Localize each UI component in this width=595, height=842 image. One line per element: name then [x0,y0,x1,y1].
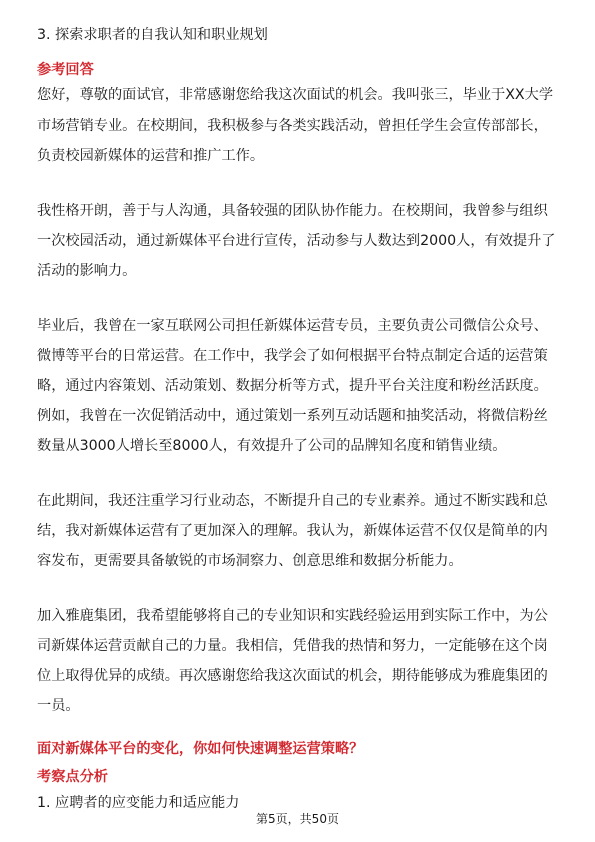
paragraph-line: 位上取得优异的成绩。再次感谢您给我这次面试的机会，期待能够成为雅鹿集团的 [37,668,548,684]
paragraph-line: 结，我对新媒体运营有了更加深入的理解。我认为，新媒体运营不仅仅是简单的内 [37,523,548,539]
answer-label: 参考回答 [37,62,94,78]
paragraph-line: 微博等平台的日常运营。在工作中，我学会了如何根据平台特点制定合适的运营策 [37,348,548,364]
paragraph-line: 例如，我曾在一次促销活动中，通过策划一系列互动话题和抽奖活动，将微信粉丝 [37,408,548,424]
paragraph-line: 加入雅鹿集团，我希望能够将自己的专业知识和实践经验运用到实际工作中，为公 [37,608,548,624]
page-footer: 第5页，共50页 [256,812,339,826]
paragraph-line: 在此期间，我还注重学习行业动态，不断提升自己的专业素养。通过不断实践和总 [37,493,548,509]
question-title: 面对新媒体平台的变化，你如何快速调整运营策略？ [37,741,364,757]
paragraph-line: 您好，尊敬的面试官，非常感谢您给我这次面试的机会。我叫张三，毕业于XX大学 [37,87,554,103]
paragraph-line: 市场营销专业。在校期间，我积极参与各类实践活动，曾担任学生会宣传部部长， [37,118,548,134]
paragraph-line: 容发布，更需要具备敏锐的市场洞察力、创意思维和数据分析能力。 [37,553,463,569]
paragraph-line: 数量从3000人增长至8000人，有效提升了公司的品牌知名度和销售业绩。 [37,438,507,454]
paragraph-line: 负责校园新媒体的运营和推广工作。 [37,148,265,164]
section-heading: 3. 探索求职者的自我认知和职业规划 [37,27,268,43]
paragraph-line: 一次校园活动，通过新媒体平台进行宣传，活动参与人数达到2000人，有效提升了 [37,233,556,249]
analysis-point: 1. 应聘者的应变能力和适应能力 [37,795,240,811]
analysis-label: 考察点分析 [37,769,108,785]
paragraph-line: 活动的影响力。 [37,263,137,279]
paragraph-line: 略，通过内容策划、活动策划、数据分析等方式，提升平台关注度和粉丝活跃度。 [37,378,548,394]
paragraph-line: 司新媒体运营贡献自己的力量。我相信，凭借我的热情和努力，一定能够在这个岗 [37,638,548,654]
paragraph-line: 一员。 [37,698,80,714]
paragraph-line: 我性格开朗，善于与人沟通，具备较强的团队协作能力。在校期间，我曾参与组织 [37,203,548,219]
paragraph-line: 毕业后，我曾在一家互联网公司担任新媒体运营专员，主要负责公司微信公众号、 [37,318,548,334]
